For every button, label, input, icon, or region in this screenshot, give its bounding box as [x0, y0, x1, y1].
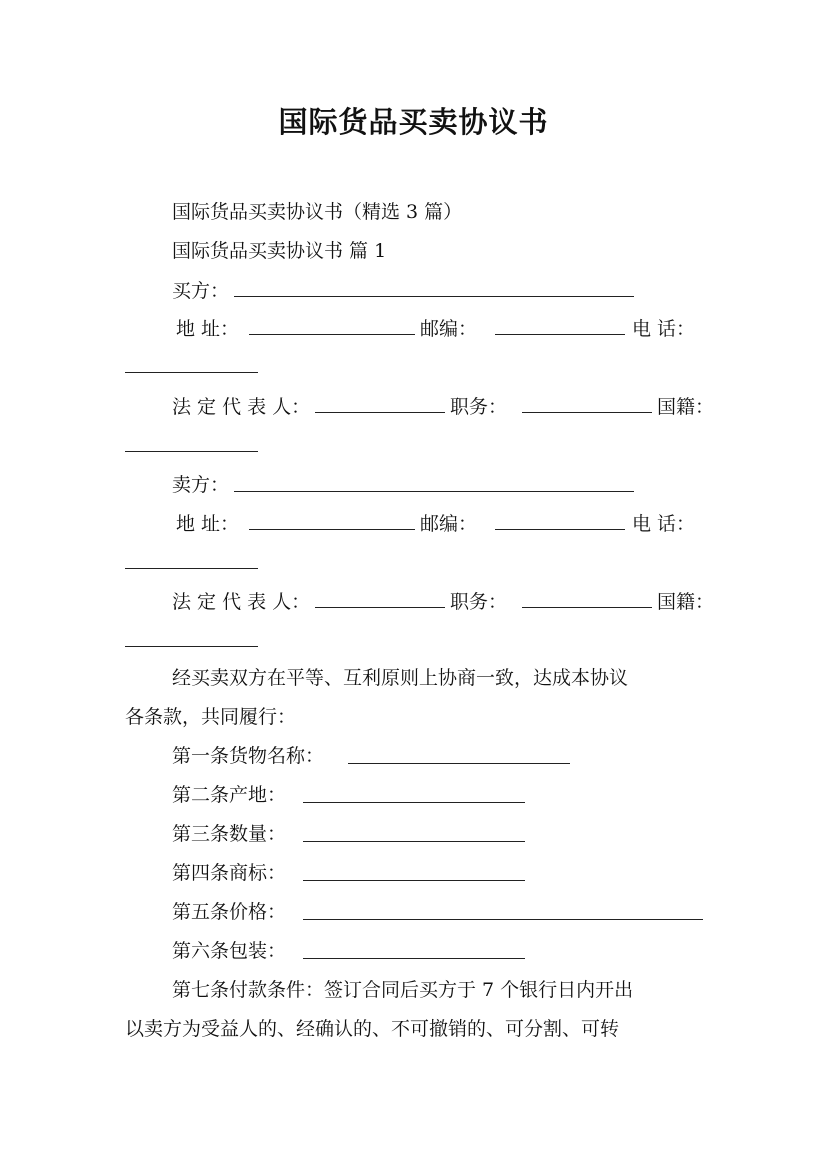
buyer-nationality-blank[interactable]	[125, 451, 258, 452]
seller-position-blank[interactable]	[522, 607, 652, 608]
clause-1-blank[interactable]	[348, 763, 570, 764]
clause-1-label: 第一条货物名称：	[172, 745, 325, 767]
subtitle: 国际货品买卖协议书（精选 3 篇）	[172, 201, 463, 223]
clause-5-label: 第五条价格：	[172, 901, 287, 923]
seller-address-label: 地 址：	[176, 513, 240, 535]
seller-legal-rep-blank[interactable]	[315, 607, 445, 608]
section-heading: 国际货品买卖协议书 篇 1	[172, 240, 387, 262]
clause-4-label: 第四条商标：	[172, 862, 287, 884]
buyer-nationality-label: 国籍：	[657, 396, 715, 418]
seller-postcode-blank[interactable]	[495, 529, 625, 530]
buyer-address-label: 地 址：	[176, 318, 240, 340]
seller-label: 卖方：	[172, 474, 230, 496]
buyer-position-blank[interactable]	[522, 412, 652, 413]
seller-address-blank[interactable]	[249, 529, 415, 530]
clause-5-blank[interactable]	[303, 919, 703, 920]
buyer-address-blank[interactable]	[249, 334, 415, 335]
seller-legal-rep-label: 法 定 代 表 人：	[172, 591, 311, 613]
seller-postcode-label: 邮编：	[420, 513, 478, 535]
intro-line-2: 各条款，共同履行：	[125, 706, 297, 728]
seller-phone-blank[interactable]	[125, 568, 258, 569]
buyer-postcode-blank[interactable]	[495, 334, 625, 335]
buyer-phone-blank[interactable]	[125, 372, 258, 373]
clause-2-blank[interactable]	[303, 802, 525, 803]
document-title: 国际货品买卖协议书	[278, 105, 549, 139]
clause-4-blank[interactable]	[303, 880, 525, 881]
clause-3-blank[interactable]	[303, 841, 525, 842]
clause-6-label: 第六条包装：	[172, 940, 287, 962]
clause-7-line-2: 以卖方为受益人的、经确认的、不可撤销的、可分割、可转	[125, 1018, 620, 1040]
intro-line-1: 经买卖双方在平等、互利原则上协商一致，达成本协议	[172, 667, 629, 689]
seller-nationality-blank[interactable]	[125, 646, 258, 647]
seller-position-label: 职务：	[450, 591, 508, 613]
clause-3-label: 第三条数量：	[172, 823, 287, 845]
seller-nationality-label: 国籍：	[657, 591, 715, 613]
buyer-phone-label: 电 话：	[632, 318, 696, 340]
buyer-blank[interactable]	[234, 296, 634, 297]
buyer-postcode-label: 邮编：	[420, 318, 478, 340]
buyer-position-label: 职务：	[450, 396, 508, 418]
seller-phone-label: 电 话：	[632, 513, 696, 535]
clause-2-label: 第二条产地：	[172, 784, 287, 806]
buyer-label: 买方：	[172, 280, 230, 302]
buyer-legal-rep-blank[interactable]	[315, 412, 445, 413]
clause-6-blank[interactable]	[303, 958, 525, 959]
buyer-legal-rep-label: 法 定 代 表 人：	[172, 396, 311, 418]
clause-7-line-1: 第七条付款条件：签订合同后买方于 7 个银行日内开出	[172, 979, 634, 1001]
seller-blank[interactable]	[234, 491, 634, 492]
